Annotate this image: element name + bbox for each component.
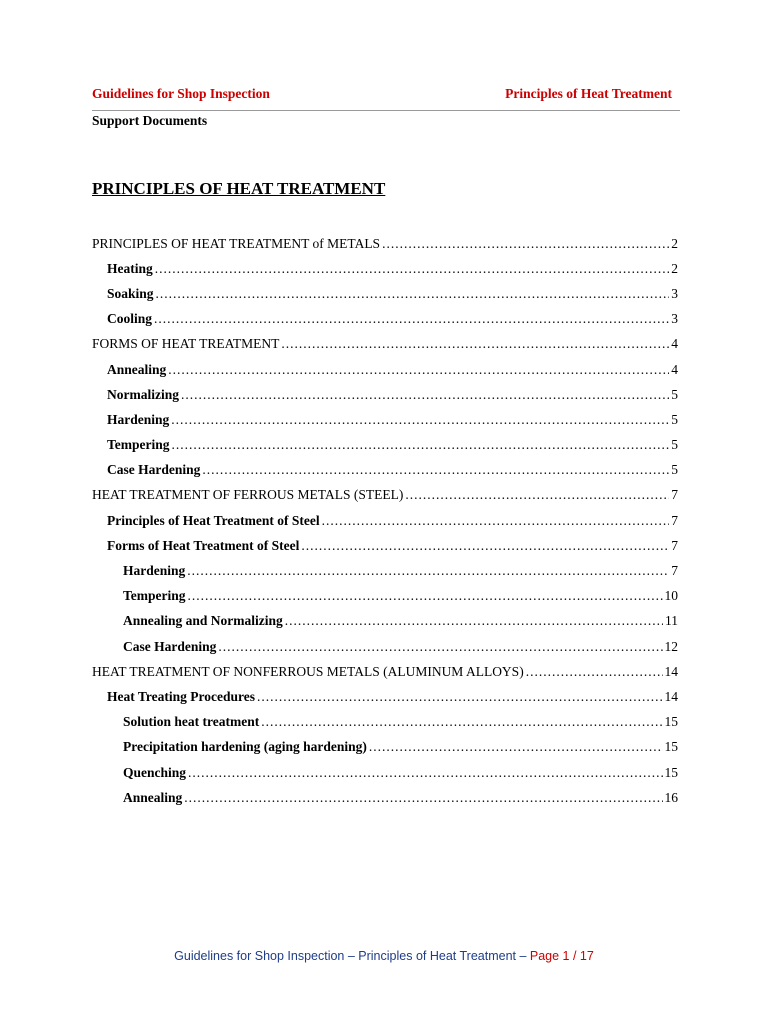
- toc-entry-page: 5: [671, 462, 678, 478]
- toc-entry-page: 15: [664, 764, 678, 780]
- toc-entry[interactable]: [92, 609, 678, 634]
- toc-entry-page: 15: [664, 739, 678, 755]
- toc-entry-page: 2: [671, 235, 678, 251]
- toc-dot-leader: [188, 588, 663, 604]
- toc-entry-page: 15: [664, 714, 678, 730]
- toc-entry-page: 3: [671, 311, 678, 327]
- toc-entry-title: Quenching: [123, 764, 187, 780]
- toc-entry-title: Forms of Heat Treatment of Steel: [107, 537, 300, 553]
- toc-entry-title: Hardening: [107, 411, 170, 427]
- toc-entry[interactable]: [92, 584, 678, 609]
- toc-entry[interactable]: [92, 659, 678, 684]
- toc-entry-page: 10: [664, 588, 678, 604]
- toc-entry[interactable]: [92, 231, 678, 256]
- toc-dot-leader: [218, 639, 662, 655]
- page-header: [92, 86, 680, 111]
- page-footer: [0, 949, 768, 963]
- toc-entry[interactable]: [92, 332, 678, 357]
- toc-entry[interactable]: [92, 281, 678, 306]
- toc-entry-page: 16: [664, 789, 678, 805]
- toc-entry-title: Heat Treating Procedures: [107, 688, 255, 704]
- toc-entry-title: Hardening: [123, 563, 186, 579]
- toc-entry[interactable]: [92, 533, 678, 558]
- toc-entry[interactable]: [92, 735, 678, 760]
- toc-entry-title: Case Hardening: [123, 638, 217, 654]
- toc-entry[interactable]: [92, 558, 678, 583]
- toc-dot-leader: [301, 538, 669, 554]
- toc-dot-leader: [202, 462, 669, 478]
- toc-entry[interactable]: [92, 684, 678, 709]
- toc-dot-leader: [405, 487, 669, 503]
- toc-entry-page: 3: [671, 285, 678, 301]
- toc-dot-leader: [281, 336, 669, 352]
- toc-entry-page: 4: [671, 361, 678, 377]
- toc-entry-title: Tempering: [107, 437, 170, 453]
- toc-entry-page: 5: [671, 437, 678, 453]
- toc-dot-leader: [172, 437, 670, 453]
- toc-dot-leader: [369, 739, 663, 755]
- toc-entry-title: Tempering: [123, 588, 186, 604]
- toc-dot-leader: [155, 261, 670, 277]
- toc-entry-page: 11: [665, 613, 678, 629]
- toc-entry[interactable]: [92, 433, 678, 458]
- toc-entry-page: 12: [664, 638, 678, 654]
- toc-entry-page: 7: [671, 512, 678, 528]
- toc-dot-leader: [382, 236, 669, 252]
- toc-entry-title: Annealing: [107, 361, 167, 377]
- toc-entry[interactable]: [92, 458, 678, 483]
- toc-entry[interactable]: [92, 307, 678, 332]
- toc-entry-title: Annealing and Normalizing: [123, 613, 283, 629]
- toc-entry[interactable]: [92, 256, 678, 281]
- header-section-title: Principles of Heat Treatment: [505, 86, 672, 101]
- toc-dot-leader: [181, 387, 669, 403]
- footer-page-number: Page 1 / 17: [529, 949, 594, 963]
- toc-dot-leader: [184, 790, 662, 806]
- toc-dot-leader: [261, 714, 662, 730]
- toc-dot-leader: [171, 412, 669, 428]
- toc-entry-page: 14: [664, 688, 678, 704]
- toc-entry-title: HEAT TREATMENT OF NONFERROUS METALS (ALUMINUM ALLOYS): [92, 663, 524, 679]
- toc-entry-page: 4: [671, 336, 678, 352]
- toc-entry[interactable]: [92, 407, 678, 432]
- toc-entry-title: FORMS OF HEAT TREATMENT: [92, 336, 280, 352]
- toc-entry-title: Normalizing: [107, 386, 179, 402]
- toc-dot-leader: [285, 613, 663, 629]
- footer-document-title: Guidelines for Shop Inspection – Principles of Heat Treatment –: [174, 949, 530, 963]
- toc-entry[interactable]: [92, 357, 678, 382]
- toc-entry[interactable]: [92, 483, 678, 508]
- toc-entry-page: 14: [664, 663, 678, 679]
- toc-entry-title: PRINCIPLES OF HEAT TREATMENT of METALS: [92, 235, 381, 251]
- toc-entry-title: Precipitation hardening (aging hardening): [123, 739, 367, 755]
- header-document-title: Guidelines for Shop Inspection: [92, 86, 270, 101]
- toc-entry-page: 7: [671, 563, 678, 579]
- toc-entry[interactable]: [92, 634, 678, 659]
- toc-entry[interactable]: [92, 760, 678, 785]
- toc-dot-leader: [187, 563, 669, 579]
- toc-entry-page: 5: [671, 386, 678, 402]
- toc-dot-leader: [322, 513, 670, 529]
- page-title: PRINCIPLES OF HEAT TREATMENT: [92, 179, 386, 198]
- toc-entry-title: Case Hardening: [107, 462, 201, 478]
- toc-entry-page: 2: [671, 260, 678, 276]
- toc-entry-title: HEAT TREATMENT OF FERROUS METALS (STEEL): [92, 487, 404, 503]
- toc-dot-leader: [188, 765, 662, 781]
- toc-entry-page: 7: [671, 537, 678, 553]
- toc-entry-page: 7: [671, 487, 678, 503]
- toc-dot-leader: [526, 664, 663, 680]
- toc-entry-title: Cooling: [107, 311, 153, 327]
- toc-dot-leader: [257, 689, 663, 705]
- toc-entry-title: Solution heat treatment: [123, 714, 260, 730]
- header-subtitle: Support Documents: [92, 113, 208, 128]
- toc-entry[interactable]: [92, 382, 678, 407]
- toc-entry[interactable]: [92, 785, 678, 810]
- toc-entry[interactable]: [92, 508, 678, 533]
- toc-entry-title: Annealing: [123, 789, 183, 805]
- toc-dot-leader: [168, 362, 669, 378]
- toc-entry-title: Principles of Heat Treatment of Steel: [107, 512, 320, 528]
- table-of-contents: [92, 231, 678, 810]
- toc-entry-title: Heating: [107, 260, 153, 276]
- toc-entry[interactable]: [92, 710, 678, 735]
- toc-entry-title: Soaking: [107, 285, 154, 301]
- toc-entry-page: 5: [671, 411, 678, 427]
- toc-dot-leader: [154, 311, 669, 327]
- toc-dot-leader: [156, 286, 670, 302]
